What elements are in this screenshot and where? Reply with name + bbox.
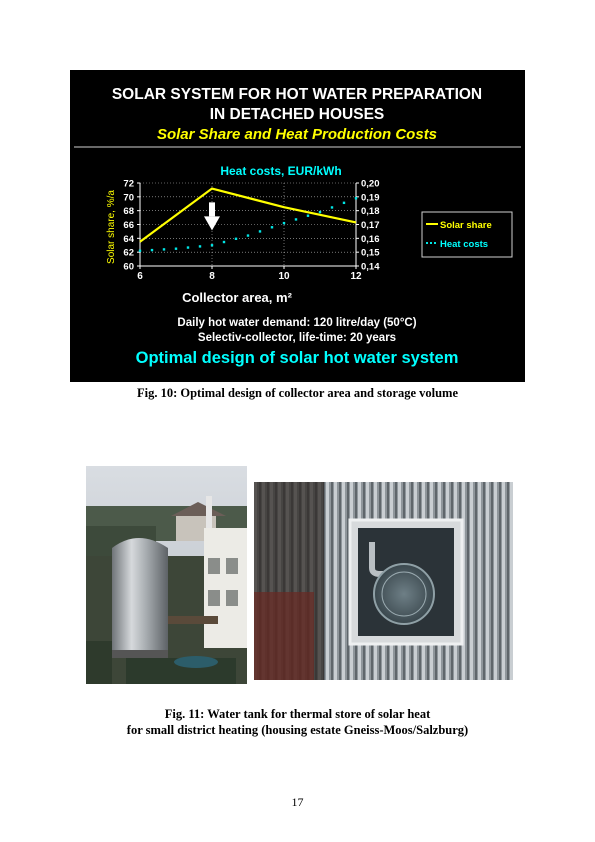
y-right-tick-label: 0,18 (361, 206, 380, 218)
series-heat-costs-point (235, 238, 237, 240)
x-axis-label: Collector area, m² (182, 290, 292, 305)
y-right-tick-label: 0,20 (361, 178, 380, 190)
water-tank-detail-photo (254, 482, 513, 680)
series-heat-costs-point (175, 248, 177, 250)
conclusion-text: Optimal design of solar hot water system (135, 349, 459, 367)
chart-title: Heat costs, EUR/kWh (220, 164, 342, 178)
info-line-1: Daily hot water demand: 120 litre/day (50°C) (177, 317, 417, 329)
series-heat-costs-point (331, 206, 333, 208)
series-heat-costs-point (163, 248, 165, 250)
legend-solar-share-label: Solar share (440, 220, 492, 231)
slide-subtitle: Solar Share and Heat Production Costs (156, 126, 438, 143)
y-left-tick-label: 62 (123, 247, 134, 259)
x-tick-label: 10 (278, 271, 290, 282)
series-heat-costs-point (319, 211, 321, 213)
y-right-tick-label: 0,19 (361, 192, 380, 204)
y-right-tick-label: 0,17 (361, 220, 380, 231)
y-left-tick-label: 68 (123, 206, 134, 218)
y-left-tick-label: 64 (123, 233, 134, 245)
figure-10-caption: Fig. 10: Optimal design of collector area and storage volume (136, 386, 459, 400)
y-right-tick-label: 0,16 (361, 233, 380, 245)
series-heat-costs-point (187, 246, 189, 248)
series-heat-costs-point (343, 202, 345, 204)
x-tick-label: 12 (350, 271, 362, 282)
series-heat-costs-point (199, 245, 201, 247)
optimum-arrow-shaft (209, 202, 215, 216)
series-heat-costs-point (151, 249, 153, 251)
series-heat-costs-point (259, 230, 261, 232)
series-heat-costs-point (223, 241, 225, 243)
figure-11-caption-line1: Fig. 11: Water tank for thermal store of solar heat (164, 707, 431, 721)
series-heat-costs-point (247, 234, 249, 236)
figure-11-caption-line2: for small district heating (housing estate Gneiss-Moos/Salzburg) (126, 723, 469, 737)
y-left-tick-label: 72 (123, 178, 134, 190)
legend (422, 212, 512, 257)
series-heat-costs-point (211, 244, 213, 246)
info-line-2: Selectiv-collector, life-time: 20 years (197, 332, 397, 344)
legend-heat-costs-label: Heat costs (440, 239, 489, 250)
water-tank-exterior-photo (86, 466, 247, 684)
y-right-tick-label: 0,15 (361, 247, 380, 259)
x-tick-label: 6 (137, 271, 143, 282)
photo-exterior-svg (86, 466, 247, 684)
legend-box (422, 212, 512, 257)
x-tick-label: 8 (209, 271, 215, 282)
series-heat-costs-point (139, 250, 141, 252)
series-heat-costs-point (307, 215, 309, 217)
series-heat-costs-point (355, 197, 357, 199)
series-heat-costs-point (271, 226, 273, 228)
slide-title-line2: IN DETACHED HOUSES (209, 106, 385, 123)
figure-10-slide (70, 70, 525, 382)
series-heat-costs-point (283, 222, 285, 224)
photo-detail-svg (254, 482, 513, 680)
y-left-tick-label: 66 (123, 220, 134, 231)
y-left-tick-label: 70 (123, 192, 134, 204)
y-right-tick-label: 0,14 (361, 261, 380, 273)
y-left-tick-label: 60 (123, 261, 134, 273)
slide-title-line1: SOLAR SYSTEM FOR HOT WATER PREPARATION (111, 86, 483, 103)
slide-svg (70, 70, 525, 382)
page-number: 17 (291, 795, 304, 809)
series-heat-costs-point (295, 218, 297, 220)
figure-11-caption (0, 706, 595, 738)
y-axis-left-label: Solar share, %/a (106, 190, 117, 264)
